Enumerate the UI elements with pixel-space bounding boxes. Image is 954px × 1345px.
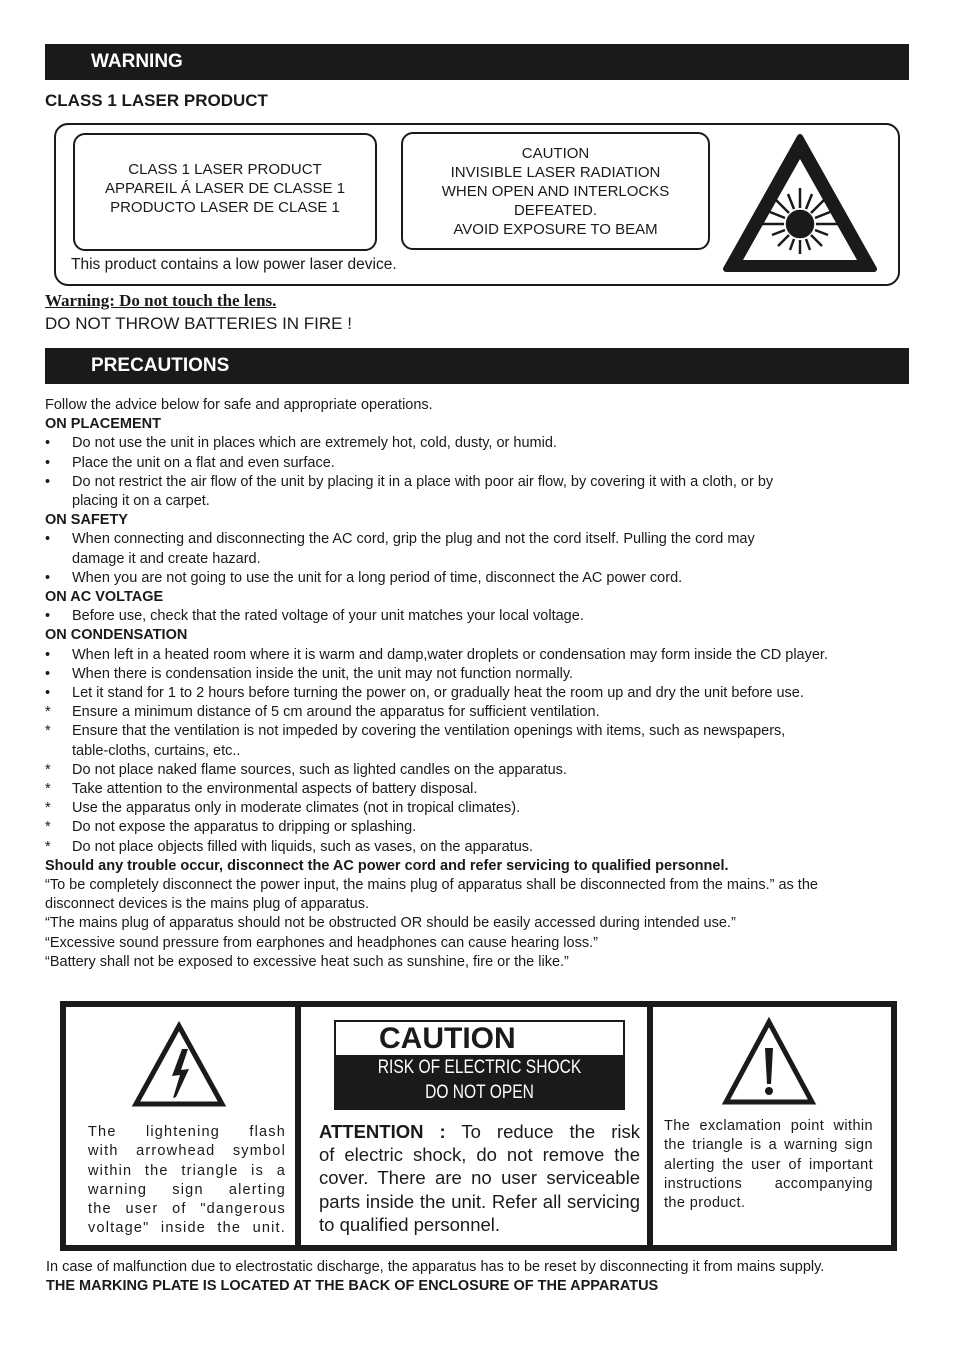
line-text: Should any trouble occur, disconnect the AC power cord and refer servicing to qualified personnel. <box>45 857 729 874</box>
text-line: to qualified personnel. <box>319 1213 501 1235</box>
label-line: DEFEATED. <box>513 201 598 219</box>
panel-note: This product contains a low power laser device. <box>71 256 397 273</box>
line-text: “Excessive sound pressure from earphones and headphones can cause hearing loss.” <box>45 934 598 951</box>
text-line: within the triangle is a <box>88 1162 286 1179</box>
text-line: the triangle is a warning sign <box>664 1137 873 1154</box>
text-line: parts inside the unit. Refer all servicing <box>319 1190 640 1212</box>
list-item <box>45 780 911 799</box>
section-heading <box>45 626 911 645</box>
line-text: “The mains plug of apparatus should not be obstructed OR should be easily accessed during intended use.” <box>45 915 736 932</box>
asterisk-marker: * <box>45 819 51 836</box>
text-line <box>45 550 911 569</box>
precautions-header <box>45 348 909 384</box>
caution-title: CAUTION <box>379 1022 516 1055</box>
line-text: Do not use the unit in places which are extremely hot, cold, dusty, or humid. <box>72 435 557 452</box>
line-text: When you are not going to use the unit for a long period of time, disconnect the AC power cord. <box>72 569 683 586</box>
line-text: table-cloths, curtains, etc.. <box>72 742 241 759</box>
line-text: Let it stand for 1 to 2 hours before turning the power on, or gradually heat the room up and dry the unit before use. <box>72 685 804 702</box>
line-text: “Battery shall not be exposed to excessive heat such as sunshine, fire or the like.” <box>45 953 569 970</box>
text-line: the user of "dangerous <box>88 1201 286 1218</box>
line-text: damage it and create hazard. <box>72 550 261 567</box>
marking-plate-note: THE MARKING PLATE IS LOCATED AT THE BACK OF ENCLOSURE OF THE APPARATUS <box>46 1278 659 1294</box>
list-item <box>45 665 911 684</box>
list-item <box>45 646 911 665</box>
electric-shock-caution-panel <box>60 1001 897 1251</box>
list-item <box>45 703 911 722</box>
text-line: alerting the user of important <box>664 1156 873 1173</box>
bullet-marker: • <box>45 435 51 452</box>
line-text: Follow the advice below for safe and appropriate operations. <box>45 397 433 413</box>
line-text: Do not place naked flame sources, such as lighted candles on the apparatus. <box>72 761 567 778</box>
caution-center-cell <box>301 1007 647 1245</box>
text-line <box>45 914 911 933</box>
section-heading <box>45 511 911 530</box>
text-line: The lightening flash <box>88 1124 286 1140</box>
text-line: voltage" inside the unit. <box>88 1220 286 1237</box>
text-line <box>45 492 911 511</box>
list-item <box>45 473 911 492</box>
asterisk-marker: * <box>45 800 51 817</box>
list-item <box>45 454 911 473</box>
list-item <box>45 761 911 780</box>
lightning-warning-icon <box>131 1021 227 1109</box>
text-line: with arrowhead symbol <box>88 1143 286 1160</box>
line-text: ON SAFETY <box>45 512 128 529</box>
text-line <box>319 1120 640 1143</box>
label-line: CAUTION <box>521 144 590 162</box>
text-line <box>45 895 911 914</box>
line-text: Before use, check that the rated voltage of your unit matches your local voltage. <box>72 608 584 625</box>
line-text: Ensure that the ventilation is not impeded by covering the ventilation openings with items, such as newspapers, <box>72 723 786 740</box>
line-text: disconnect devices is the mains plug of apparatus. <box>45 896 370 913</box>
list-item <box>45 569 911 588</box>
warning-header <box>45 44 909 80</box>
text-line <box>45 742 911 761</box>
text-line <box>45 934 911 953</box>
label-line: INVISIBLE LASER RADIATION <box>450 163 661 181</box>
caution-label <box>334 1020 625 1110</box>
text-segment: To reduce the risk <box>461 1121 641 1142</box>
attention-text <box>319 1120 640 1236</box>
line-text: Take attention to the environmental aspects of battery disposal. <box>72 781 478 798</box>
line-text: placing it on a carpet. <box>72 493 210 510</box>
line-text: Do not place objects filled with liquids, such as vases, on the apparatus. <box>72 838 534 855</box>
line-text: Do not restrict the air flow of the unit by placing it in a place with poor air flow, by covering it with a cloth, or by <box>72 473 774 490</box>
list-item <box>45 684 911 703</box>
warning-title: WARNING <box>91 51 183 72</box>
label-line: CLASS 1 LASER PRODUCT <box>128 160 322 178</box>
text-line: warning sign alerting <box>88 1181 286 1198</box>
text-line: instructions accompanying <box>664 1175 873 1192</box>
line-text: When left in a heated room where it is warm and damp,water droplets or condensation may form inside the CD player. <box>72 646 828 663</box>
exclamation-cell <box>653 1007 891 1245</box>
laser-caution-label <box>401 132 710 250</box>
text-line: the product. <box>664 1195 746 1212</box>
line-text: When connecting and disconnecting the AC cord, grip the plug and not the cord itself. Pulling the cord may <box>72 531 755 548</box>
lightning-cell <box>66 1007 295 1245</box>
label-line: APPAREIL Á LASER DE CLASSE 1 <box>104 179 346 197</box>
line-text: Place the unit on a flat and even surface. <box>72 454 335 471</box>
subtitle-line: RISK OF ELECTRIC SHOCK <box>377 1057 582 1078</box>
text-line <box>45 857 911 876</box>
list-item <box>45 818 911 837</box>
subtitle-line: DO NOT OPEN <box>425 1082 534 1103</box>
asterisk-marker: * <box>45 723 51 740</box>
line-text: Use the apparatus only in moderate climates (not in tropical climates). <box>72 800 521 817</box>
bullet-marker: • <box>45 531 51 548</box>
bullet-marker: • <box>45 473 51 490</box>
esd-note: In case of malfunction due to electrostatic discharge, the apparatus has to be reset by disconnecting it from mains supply. <box>46 1259 825 1275</box>
label-line: WHEN OPEN AND INTERLOCKS <box>441 182 670 200</box>
asterisk-marker: * <box>45 781 51 798</box>
line-text: ON AC VOLTAGE <box>45 589 164 606</box>
list-item <box>45 607 911 626</box>
text-line: cover. There are no user serviceable <box>319 1167 640 1189</box>
label-line: PRODUCTO LASER DE CLASE 1 <box>110 198 340 216</box>
list-item <box>45 434 911 453</box>
lightning-description <box>88 1123 286 1239</box>
precautions-title: PRECAUTIONS <box>91 355 230 376</box>
asterisk-marker: * <box>45 704 51 721</box>
section-heading <box>45 415 911 434</box>
line-text: Do not expose the apparatus to dripping or splashing. <box>72 819 417 836</box>
text-line: The exclamation point within <box>664 1118 873 1134</box>
laser-class-label <box>73 133 377 251</box>
exclamation-warning-icon <box>721 1017 817 1107</box>
list-item <box>45 799 911 818</box>
label-line: AVOID EXPOSURE TO BEAM <box>453 220 658 238</box>
text-line: of electric shock, do not remove the <box>319 1144 640 1166</box>
precautions-list <box>45 396 911 972</box>
bullet-marker: • <box>45 454 51 471</box>
bullet-marker: • <box>45 646 51 663</box>
exclamation-description <box>664 1117 873 1213</box>
laser-hazard-icon <box>719 129 881 276</box>
line-text: ON CONDENSATION <box>45 627 188 644</box>
text-line <box>45 876 911 895</box>
asterisk-marker: * <box>45 761 51 778</box>
bullet-marker: • <box>45 608 51 625</box>
line-text: When there is condensation inside the unit, the unit may not function normally. <box>72 665 574 682</box>
line-text: “To be completely disconnect the power input, the mains plug of apparatus shall be disconnected from the mains.” as the <box>45 877 818 894</box>
line-text: Ensure a minimum distance of 5 cm around the apparatus for sufficient ventilation. <box>72 704 600 721</box>
section-heading <box>45 588 911 607</box>
battery-warning: DO NOT THROW BATTERIES IN FIRE ! <box>45 314 352 333</box>
bullet-marker: • <box>45 665 51 682</box>
attention-label: ATTENTION : <box>319 1121 446 1142</box>
list-item <box>45 722 911 741</box>
text-line <box>45 953 911 972</box>
caution-subtitle <box>336 1055 623 1108</box>
bullet-marker: • <box>45 569 51 586</box>
asterisk-marker: * <box>45 838 51 855</box>
lens-warning: Warning: Do not touch the lens. <box>45 291 277 310</box>
list-item <box>45 530 911 549</box>
bullet-marker: • <box>45 685 51 702</box>
text-line <box>45 396 911 415</box>
line-text: ON PLACEMENT <box>45 416 161 433</box>
list-item <box>45 838 911 857</box>
class-heading: CLASS 1 LASER PRODUCT <box>45 91 268 110</box>
